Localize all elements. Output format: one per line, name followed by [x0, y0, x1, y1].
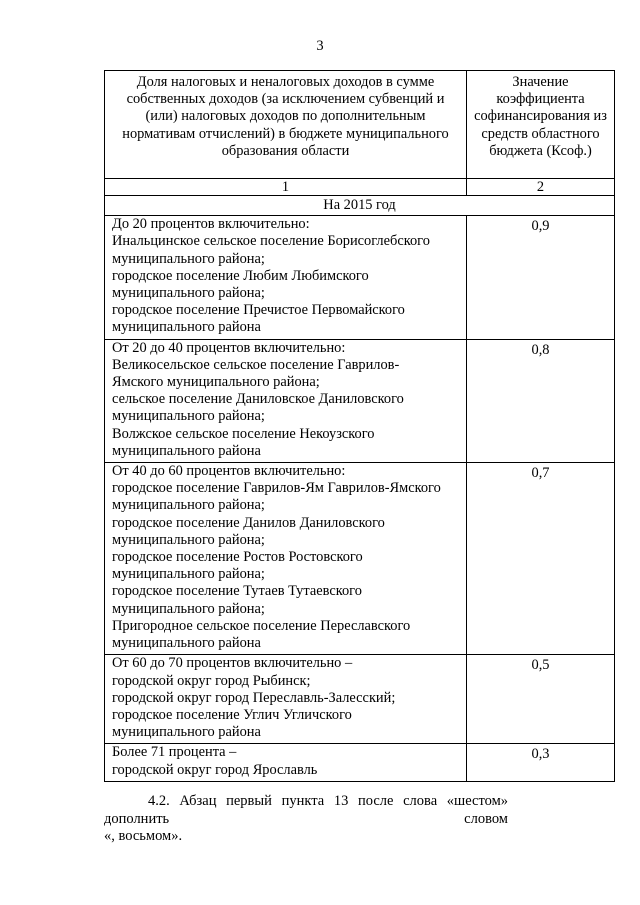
header-text-line: (или) налоговых доходов по дополнительным [145, 108, 426, 125]
table-row [105, 216, 615, 339]
coefficient-value: 0,7 [467, 463, 615, 655]
municipality-list-cell [105, 744, 467, 781]
table-row [105, 744, 615, 781]
year-label: На 2015 год [105, 196, 615, 216]
list-item: муниципального района; [112, 497, 265, 514]
list-item: муниципального района [112, 319, 261, 336]
header-text-line: коэффициента [496, 91, 585, 108]
coefficient-value: 0,9 [467, 216, 615, 339]
list-item: муниципального района; [112, 600, 265, 617]
municipality-list-cell [105, 216, 467, 339]
list-item: От 20 до 40 процентов включительно: [112, 339, 346, 356]
header-text-line: Доля налоговых и неналоговых доходов в сумме [136, 74, 435, 90]
header-text-line: софинансирования из [474, 108, 607, 125]
paragraph-line-1: 4.2. Абзац первый пункта 13 после слова «шестом» дополнить словом [104, 793, 508, 827]
list-item: муниципального района; [112, 285, 265, 302]
column-number-1: 1 [105, 179, 467, 196]
list-item: муниципального района; [112, 566, 265, 583]
municipality-list-cell [105, 339, 467, 462]
header-text-line: Значение [512, 74, 569, 90]
list-item: муниципального района [112, 635, 261, 652]
table-row [105, 655, 615, 744]
list-item: муниципального района [112, 724, 261, 741]
column-number-2: 2 [467, 179, 615, 196]
table-row [105, 463, 615, 655]
table-header-row [105, 71, 615, 179]
list-item: муниципального района; [112, 250, 265, 267]
list-item: Великосельское сельское поселение Гаврилов- [112, 356, 400, 373]
header-share-cell [105, 71, 467, 179]
list-item: городской округ город Переславль-Залесский; [112, 689, 396, 706]
list-item: городское поселение Гаврилов-Ям Гаврилов-Ямского [112, 480, 441, 497]
coefficient-value: 0,8 [467, 339, 615, 462]
list-item: городское поселение Ростов Ростовского [112, 549, 363, 566]
list-item: городской округ город Ярославль [112, 761, 318, 778]
header-text-line: нормативам отчислений) в бюджете муниципального [122, 125, 449, 142]
municipality-list-cell [105, 655, 467, 744]
list-item: Ямского муниципального района; [112, 374, 320, 391]
list-item: От 40 до 60 процентов включительно: [112, 463, 346, 480]
header-text-line: собственных доходов (за исключением субвенций и [126, 91, 445, 108]
list-item: городское поселение Тутаев Тутаевского [112, 583, 362, 600]
header-text-line: образования области [221, 142, 350, 159]
list-item: городское поселение Углич Угличского [112, 706, 352, 723]
list-item: До 20 процентов включительно: [112, 216, 310, 233]
list-item: муниципального района; [112, 408, 265, 425]
municipality-list-cell [105, 463, 467, 655]
list-item: Более 71 процента – [112, 744, 237, 761]
page-number: 3 [316, 38, 324, 54]
list-item: муниципального района [112, 442, 261, 459]
list-item: От 60 до 70 процентов включительно – [112, 655, 353, 672]
amendment-paragraph [104, 793, 508, 846]
list-item: городское поселение Данилов Даниловского [112, 514, 385, 531]
year-row [105, 196, 615, 216]
coefficient-table [104, 70, 615, 782]
header-text-line: бюджета (Ксоф.) [489, 142, 592, 159]
list-item: Волжское сельское поселение Некоузского [112, 425, 375, 442]
header-text-line: средств областного [481, 125, 600, 142]
list-item: городской округ город Рыбинск; [112, 672, 311, 689]
list-item: городское поселение Любим Любимского [112, 267, 369, 284]
header-coefficient-cell [467, 71, 615, 179]
list-item: Пригородное сельское поселение Переславского [112, 617, 411, 634]
list-item: сельское поселение Даниловское Даниловского [112, 391, 404, 408]
paragraph-line-2: «, восьмом». [104, 828, 183, 844]
column-number-row [105, 179, 615, 196]
list-item: городское поселение Пречистое Первомайского [112, 302, 405, 319]
table-row [105, 339, 615, 462]
list-item: Инальцинское сельское поселение Борисоглебского [112, 233, 430, 250]
list-item: муниципального района; [112, 531, 265, 548]
coefficient-value: 0,5 [467, 655, 615, 744]
coefficient-value: 0,3 [467, 744, 615, 781]
